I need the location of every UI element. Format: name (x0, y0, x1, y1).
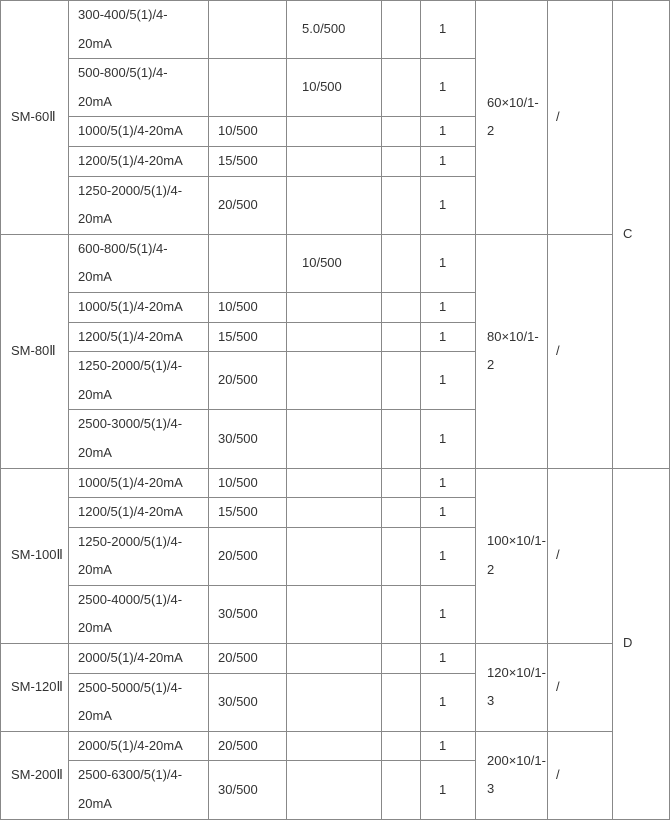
qty-cell: 1 (421, 117, 476, 147)
rating-alt-cell (287, 352, 382, 410)
qty-cell: 1 (421, 59, 476, 117)
ratio-cell: 500-800/5(1)/4-20mA (69, 59, 209, 117)
ratio-cell: 600-800/5(1)/4-20mA (69, 234, 209, 292)
ratio-cell: 2500-4000/5(1)/4-20mA (69, 585, 209, 643)
ratio-cell: 2500-6300/5(1)/4-20mA (69, 761, 209, 819)
rating-cell: 20/500 (209, 176, 287, 234)
ratio-cell: 300-400/5(1)/4-20mA (69, 1, 209, 59)
table-row (1, 468, 670, 498)
rating-cell: 10/500 (209, 468, 287, 498)
empty-cell (382, 761, 421, 819)
qty-cell: 1 (421, 468, 476, 498)
rating-alt-cell: 10/500 (287, 59, 382, 117)
ratio-cell: 2000/5(1)/4-20mA (69, 644, 209, 674)
model-cell: SM-120Ⅱ (1, 644, 69, 732)
rating-cell (209, 1, 287, 59)
rating-alt-cell (287, 117, 382, 147)
rating-alt-cell (287, 527, 382, 585)
rating-cell: 20/500 (209, 731, 287, 761)
model-cell: SM-60Ⅱ (1, 1, 69, 235)
empty-cell (382, 117, 421, 147)
ratio-cell: 1250-2000/5(1)/4-20mA (69, 352, 209, 410)
qty-cell: 1 (421, 176, 476, 234)
rating-alt-cell (287, 731, 382, 761)
size-cell: 80×10/1-2 (476, 234, 548, 468)
slash-cell: / (548, 234, 613, 468)
rating-cell: 20/500 (209, 527, 287, 585)
empty-cell (382, 1, 421, 59)
empty-cell (382, 410, 421, 468)
ratio-cell: 1000/5(1)/4-20mA (69, 117, 209, 147)
rating-cell: 30/500 (209, 585, 287, 643)
empty-cell (382, 176, 421, 234)
table-row (1, 731, 670, 761)
qty-cell: 1 (421, 146, 476, 176)
qty-cell: 1 (421, 527, 476, 585)
rating-cell: 30/500 (209, 410, 287, 468)
slash-cell: / (548, 644, 613, 732)
slash-cell: / (548, 468, 613, 644)
rating-cell: 20/500 (209, 352, 287, 410)
qty-cell: 1 (421, 673, 476, 731)
qty-cell: 1 (421, 761, 476, 819)
rating-alt-cell (287, 176, 382, 234)
rating-alt-cell (287, 410, 382, 468)
class-cell: D (613, 468, 670, 819)
empty-cell (382, 234, 421, 292)
rating-alt-cell (287, 468, 382, 498)
empty-cell (382, 527, 421, 585)
rating-cell: 10/500 (209, 117, 287, 147)
rating-cell: 30/500 (209, 761, 287, 819)
size-cell: 200×10/1-3 (476, 731, 548, 819)
table-row (1, 234, 670, 292)
rating-cell: 20/500 (209, 644, 287, 674)
rating-alt-cell: 5.0/500 (287, 1, 382, 59)
qty-cell: 1 (421, 498, 476, 528)
empty-cell (382, 585, 421, 643)
rating-alt-cell (287, 498, 382, 528)
qty-cell: 1 (421, 1, 476, 59)
rating-alt-cell (287, 673, 382, 731)
qty-cell: 1 (421, 585, 476, 643)
ratio-cell: 2500-3000/5(1)/4-20mA (69, 410, 209, 468)
empty-cell (382, 146, 421, 176)
table-row (1, 644, 670, 674)
empty-cell (382, 731, 421, 761)
qty-cell: 1 (421, 292, 476, 322)
empty-cell (382, 59, 421, 117)
rating-alt-cell (287, 761, 382, 819)
ratio-cell: 1200/5(1)/4-20mA (69, 498, 209, 528)
rating-cell: 15/500 (209, 498, 287, 528)
rating-alt-cell (287, 322, 382, 352)
rating-alt-cell (287, 585, 382, 643)
rating-alt-cell (287, 292, 382, 322)
ratio-cell: 1200/5(1)/4-20mA (69, 322, 209, 352)
empty-cell (382, 322, 421, 352)
qty-cell: 1 (421, 352, 476, 410)
empty-cell (382, 292, 421, 322)
qty-cell: 1 (421, 234, 476, 292)
empty-cell (382, 673, 421, 731)
qty-cell: 1 (421, 731, 476, 761)
size-cell: 120×10/1-3 (476, 644, 548, 732)
empty-cell (382, 498, 421, 528)
ratio-cell: 2000/5(1)/4-20mA (69, 731, 209, 761)
rating-cell: 15/500 (209, 322, 287, 352)
ratio-cell: 1250-2000/5(1)/4-20mA (69, 527, 209, 585)
rating-alt-cell (287, 146, 382, 176)
slash-cell: / (548, 731, 613, 819)
model-cell: SM-80Ⅱ (1, 234, 69, 468)
empty-cell (382, 644, 421, 674)
ratio-cell: 1250-2000/5(1)/4-20mA (69, 176, 209, 234)
rating-alt-cell (287, 644, 382, 674)
ratio-cell: 2500-5000/5(1)/4-20mA (69, 673, 209, 731)
ratio-cell: 1200/5(1)/4-20mA (69, 146, 209, 176)
table-row (1, 1, 670, 59)
empty-cell (382, 468, 421, 498)
empty-cell (382, 352, 421, 410)
qty-cell: 1 (421, 322, 476, 352)
qty-cell: 1 (421, 410, 476, 468)
rating-cell: 30/500 (209, 673, 287, 731)
rating-cell: 10/500 (209, 292, 287, 322)
ratio-cell: 1000/5(1)/4-20mA (69, 292, 209, 322)
slash-cell: / (548, 1, 613, 235)
model-cell: SM-200Ⅱ (1, 731, 69, 819)
rating-cell (209, 234, 287, 292)
size-cell: 100×10/1-2 (476, 468, 548, 644)
model-cell: SM-100Ⅱ (1, 468, 69, 644)
ratio-cell: 1000/5(1)/4-20mA (69, 468, 209, 498)
rating-cell (209, 59, 287, 117)
qty-cell: 1 (421, 644, 476, 674)
size-cell: 60×10/1-2 (476, 1, 548, 235)
rating-alt-cell: 10/500 (287, 234, 382, 292)
class-cell: C (613, 1, 670, 469)
rating-cell: 15/500 (209, 146, 287, 176)
